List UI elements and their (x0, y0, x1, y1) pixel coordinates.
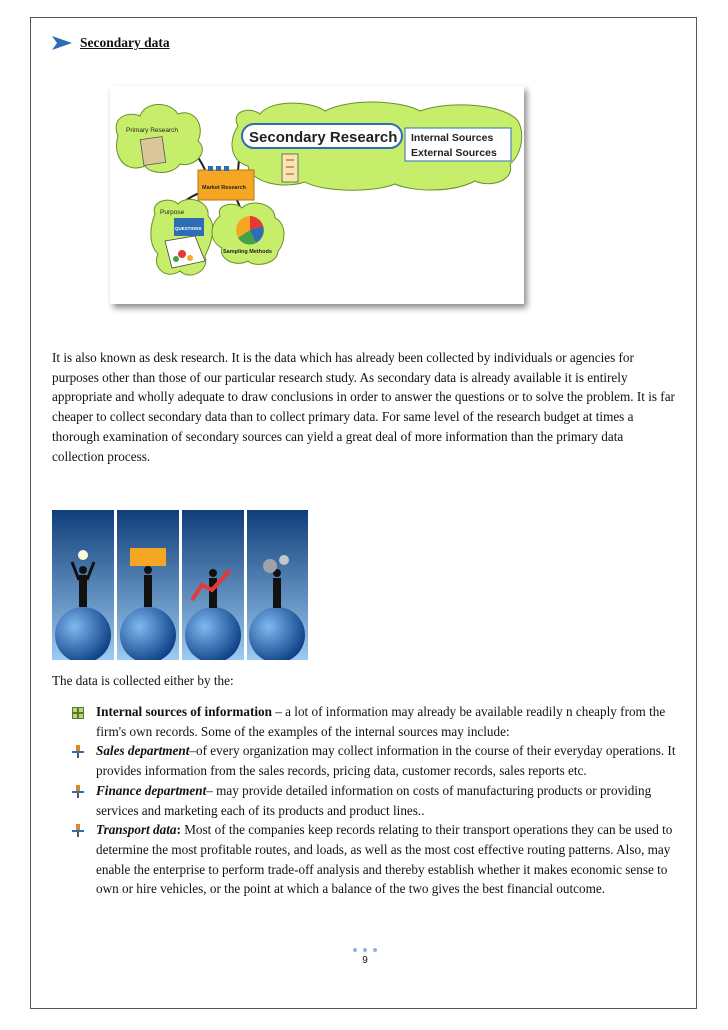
list-item (72, 702, 682, 741)
secondary-research-label: Secondary Research (249, 129, 398, 146)
primary-research-label: Primary Research (126, 127, 179, 134)
bullet-text: – may provide detailed information on costs of manufacturing products or providing services and marketing each of its products and product lines.. (96, 782, 652, 818)
secondary-research-bubble (232, 102, 522, 190)
bullet-text: – a lot of information may already be available readily n cheaply from the firm's own records. Some of the examples of the internal sources may include: (96, 704, 666, 739)
bullet-lead: Transport data (96, 822, 177, 838)
pushpin-bullet-icon (72, 741, 96, 780)
globe-panel-3 (182, 510, 244, 660)
globe-panel-2 (117, 510, 179, 660)
market-research-box (198, 166, 254, 200)
list-item (72, 820, 682, 899)
bullet-lead: Internal sources of information (96, 704, 272, 719)
bullet-lead: Finance department (96, 782, 207, 798)
questions-label: QUESTIONS (175, 226, 202, 231)
bullet-text: –of every organization may collect information in the course of their everyday operations. It provides information from the sales records, pricing data, customer records, sales reports etc. (96, 743, 676, 779)
globe-panel-1 (52, 510, 114, 660)
list-item (72, 781, 682, 820)
pushpin-bullet-icon (72, 820, 96, 899)
grid-bullet-icon (72, 702, 96, 741)
bullet-text: Most of the companies keep records relating to their transport operations they can be used to determine the most profitable routes, and loads, as well as the most cost effective routing patterns. Also, may enable the enterprise to perform trade-off analysis and thereby establish whether it makes economic sense to own or hire vehicles, or the point at which a balance of the two gives the best financial outcome. (96, 822, 673, 897)
purpose-label: Purpose (160, 209, 185, 216)
secondary-research-diagram (110, 86, 524, 304)
page-number: 9 (362, 955, 368, 966)
intro-paragraph (52, 348, 677, 466)
market-research-label: Market Research (202, 185, 247, 191)
arrow-bullet-icon (52, 36, 72, 50)
footer-dots-icon (350, 948, 380, 952)
bullet-lead: Sales department (96, 743, 190, 759)
sampling-methods-bubble (212, 203, 284, 264)
purpose-bubble (151, 199, 213, 275)
external-sources-label: External Sources (411, 147, 497, 159)
section-heading (52, 35, 170, 51)
sources-list (72, 702, 682, 899)
internal-sources-label: Internal Sources (411, 132, 494, 144)
globe-figures-image (52, 510, 308, 660)
bullet-colon: : (176, 822, 181, 838)
page-footer (350, 948, 380, 966)
section-title: Secondary data (80, 35, 170, 50)
list-item (72, 741, 682, 780)
primary-research-bubble (116, 104, 202, 172)
globe-panel-4 (247, 510, 308, 660)
pushpin-bullet-icon (72, 781, 96, 820)
sampling-methods-label: Sampling Methods (223, 249, 272, 255)
collected-intro: The data is collected either by the: (52, 673, 234, 688)
paragraph-text: It is also known as desk research. It is the data which has already been collected by individuals or agencies for purposes other than those of our particular research study. As secondary data is already available it is entirely appropriate and wholly adequate to draw conclusions in order to answer the questions or to solve the problem. It is far cheaper to collect secondary data than to collect primary data. For same level of the research budget at times a thorough examination of secondary sources can yield a great deal of more information than the primary data collection process. (52, 350, 675, 464)
